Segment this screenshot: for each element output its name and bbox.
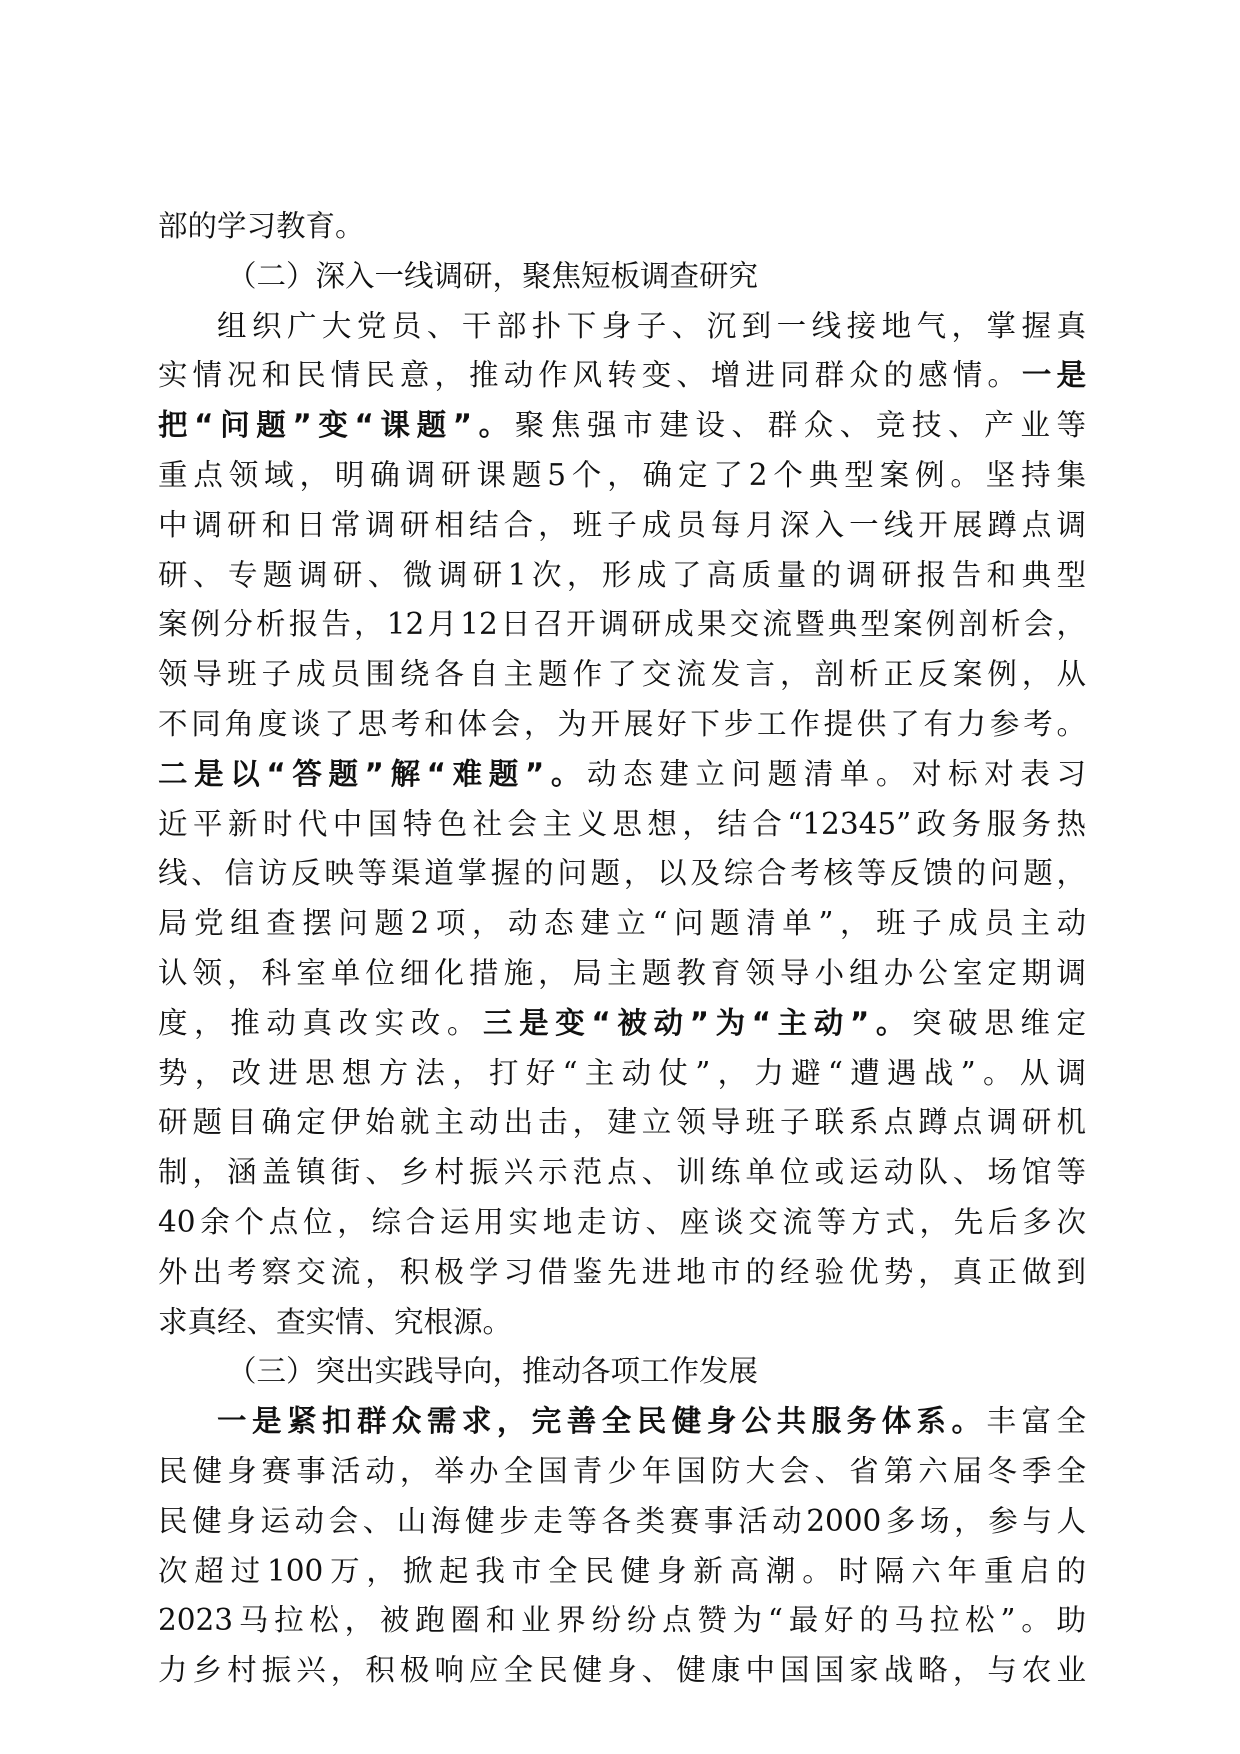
text-line: 重点领域，明确调研课题5个，确定了2个典型案例。坚持集 [158,457,1086,492]
text-line: 外出考察交流，积极学习借鉴先进地市的经验优势，真正做到 [158,1254,1086,1289]
intro-tail-line: 部的学习教育。 [158,209,365,243]
text-line: 不同角度谈了思考和体会，为开展好下步工作提供了有力参考。 [158,706,1086,741]
text-line: 民健身运动会、山海健步走等各类赛事活动2000多场，参与人 [158,1503,1086,1538]
text-line: 实情况和民情民意，推动作风转变、增进同群众的感情。一是 [158,358,1086,393]
text-line: 局党组查摆问题2项，动态建立“问题清单”，班子成员主动 [158,906,1086,941]
text-line: 40余个点位，综合运用实地走访、座谈交流等方式，先后多次 [158,1204,1086,1239]
text-line: 把“问题”变“课题”。聚焦强市建设、群众、竞技、产业等 [158,408,1086,443]
text-line: 认领，科室单位细化措施，局主题教育领导小组办公室定期调 [158,955,1086,990]
text-line: 求真经、查实情、究根源。 [158,1304,513,1339]
text-line: 一是紧扣群众需求，完善全民健身公共服务体系。丰富全 [217,1404,1086,1439]
text-line: 研题目确定伊始就主动出击，建立领导班子联系点蹲点调研机 [158,1105,1086,1140]
text-line: 组织广大党员、干部扑下身子、沉到一线接地气，掌握真 [217,308,1086,343]
section-2-heading: （二）深入一线调研，聚焦短板调查研究 [227,258,759,293]
text-line: 民健身赛事活动，举办全国青少年国防大会、省第六届冬季全 [158,1453,1086,1488]
document-body [158,202,1086,1696]
text-line: 领导班子成员围绕各自主题作了交流发言，剖析正反案例，从 [158,657,1086,692]
text-line: 二是以“答题”解“难题”。动态建立问题清单。对标对表习 [158,756,1086,791]
text-line: 力乡村振兴，积极响应全民健身、健康中国国家战略，与农业 [158,1653,1086,1688]
section-3-heading: （三）突出实践导向，推动各项工作发展 [227,1354,759,1389]
text-line: 中调研和日常调研相结合，班子成员每月深入一线开展蹲点调 [158,507,1086,542]
text-line: 度，推动真改实改。三是变“被动”为“主动”。突破思维定 [158,1005,1086,1040]
text-line: 研、专题调研、微调研1次，形成了高质量的调研报告和典型 [158,557,1086,592]
text-line: 近平新时代中国特色社会主义思想，结合“12345”政务服务热 [158,806,1086,841]
text-line: 势，改进思想方法，打好“主动仗”，力避“遭遇战”。从调 [158,1055,1086,1090]
text-line: 制，涵盖镇街、乡村振兴示范点、训练单位或运动队、场馆等 [158,1155,1086,1190]
text-line: 2023马拉松，被跑圈和业界纷纷点赞为“最好的马拉松”。助 [158,1603,1086,1638]
text-line: 次超过100万，掀起我市全民健身新高潮。时隔六年重启的 [158,1553,1086,1588]
text-line: 案例分析报告，12月12日召开调研成果交流暨典型案例剖析会， [158,607,1086,642]
text-line: 线、信访反映等渠道掌握的问题，以及综合考核等反馈的问题， [158,856,1086,891]
